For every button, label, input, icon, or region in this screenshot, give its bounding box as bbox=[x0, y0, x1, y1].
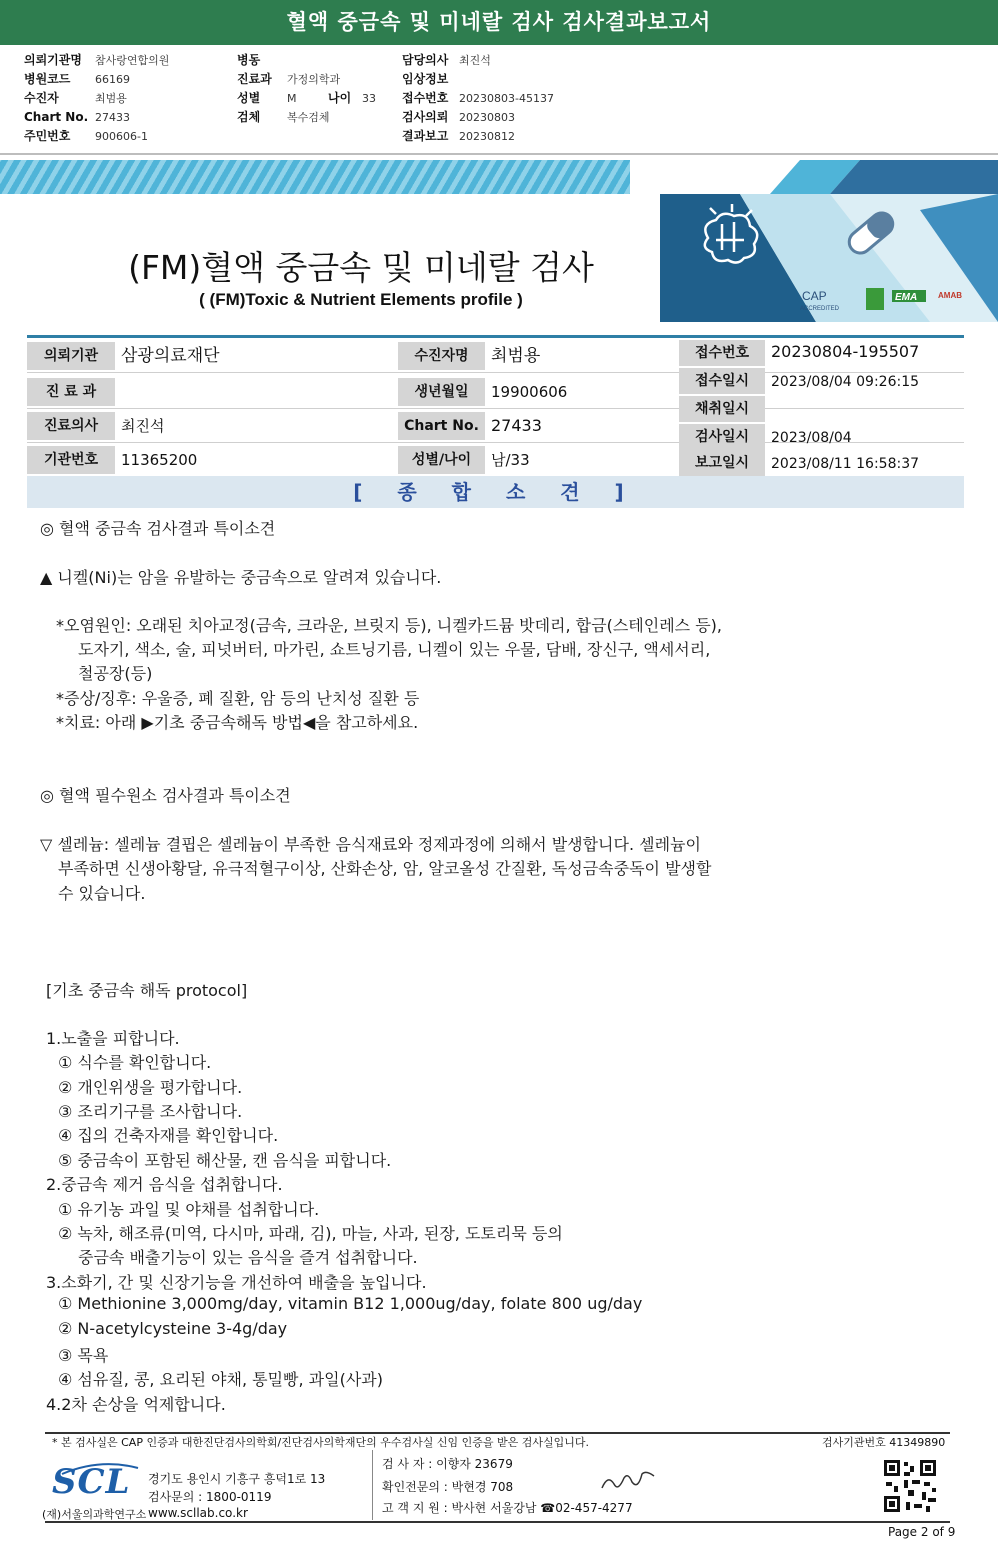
finding-line: ▽ 셀레늄: 셀레늄 결핍은 셀레늄이 부족한 음식재료와 정제과정에 의해서 발생합니다. 셀레늄이 bbox=[40, 835, 701, 854]
info-label: 진 료 과 bbox=[27, 378, 115, 406]
phone: 검사문의 : 1800-0119 bbox=[148, 1490, 272, 1504]
protocol-item: ① 식수를 확인합니다. bbox=[58, 1053, 212, 1072]
protocol-step: 2.중금속 제거 음식을 섭취합니다. bbox=[46, 1175, 283, 1194]
finding-detail: *오염원인: 오래된 치아교정(금속, 크라운, 브릿지 등), 니켈카드뮴 밧데리, 합금(스테인레스 등), bbox=[56, 616, 722, 635]
hosp-label: 임상정보 bbox=[402, 72, 449, 86]
info-label: 접수일시 bbox=[679, 368, 765, 394]
footer-separator bbox=[372, 1450, 373, 1520]
protocol-item: ② 개인위생을 평가합니다. bbox=[58, 1078, 243, 1097]
info-value: 11365200 bbox=[121, 451, 198, 469]
info-value: 삼광의료재단 bbox=[121, 346, 220, 366]
hosp-value: 900606-1 bbox=[95, 130, 148, 143]
hospital-col-3 bbox=[402, 51, 554, 146]
finding-detail: *치료: 아래 ▶기초 중금속해독 방법◀을 참고하세요. bbox=[56, 713, 419, 732]
page-subtitle: ( (FM)Toxic & Nutrient Elements profile ) bbox=[199, 290, 523, 309]
lab-number: 검사기관번호 41349890 bbox=[822, 1436, 946, 1449]
hosp-value: 20230812 bbox=[459, 130, 515, 143]
footer-note: * 본 검사실은 CAP 인증과 대한진단검사의학회/진단검사의학재단의 우수검사실 신임 인증을 받은 검사실입니다. bbox=[52, 1436, 590, 1449]
info-value: 최범용 bbox=[491, 346, 541, 366]
hosp-value: 66169 bbox=[95, 73, 130, 86]
finding-detail: *증상/징후: 우울증, 폐 질환, 암 등의 난치성 질환 등 bbox=[56, 689, 420, 708]
info-label: Chart No. bbox=[398, 412, 485, 440]
signature bbox=[598, 1470, 658, 1496]
hosp-label: 수진자 bbox=[24, 91, 59, 105]
protocol-item: 중금속 배출기능이 있는 음식을 즐겨 섭취합니다. bbox=[78, 1248, 418, 1267]
website[interactable]: www.scllab.co.kr bbox=[148, 1506, 248, 1520]
footer-divider-bottom bbox=[45, 1521, 950, 1523]
cap-logo-subtext: ACCREDITED bbox=[800, 306, 840, 312]
info-label: 검사일시 bbox=[679, 424, 765, 450]
hosp-value-age: 33 bbox=[362, 92, 376, 105]
summary-heading: [ 종 합 소 견 ] bbox=[27, 476, 964, 508]
info-value: 최진석 bbox=[121, 417, 165, 435]
protocol-step: 4.2차 손상을 억제합니다. bbox=[46, 1395, 226, 1414]
hosp-label: 진료과 bbox=[237, 72, 272, 86]
info-label: 채취일시 bbox=[679, 396, 765, 422]
info-label: 진료의사 bbox=[27, 412, 115, 440]
hosp-label: 검사의뢰 bbox=[402, 110, 449, 124]
hosp-label: 병동 bbox=[237, 53, 261, 67]
info-label: 기관번호 bbox=[27, 446, 115, 474]
specialist: 확인전문의 : 박현경 708 bbox=[382, 1480, 514, 1494]
info-value: 2023/08/04 bbox=[771, 430, 852, 446]
hosp-value: 27433 bbox=[95, 111, 130, 124]
customer-support: 고 객 지 원 : 박사현 서울강남 ☎02-457-4277 bbox=[382, 1501, 633, 1515]
info-value: 남/33 bbox=[491, 451, 530, 469]
address: 경기도 용인시 기흥구 흥덕1로 13 bbox=[148, 1472, 326, 1486]
section-heading: ◎ 혈액 필수원소 검사결과 특이소견 bbox=[40, 786, 291, 805]
hosp-label-age: 나이 bbox=[328, 91, 352, 105]
protocol-step: 1.노출을 피합니다. bbox=[46, 1029, 180, 1048]
info-value bbox=[115, 378, 395, 406]
protocol-item: ② 녹차, 해조류(미역, 다시마, 파래, 김), 마늘, 사과, 된장, 도토리묵 등의 bbox=[58, 1224, 563, 1243]
info-label: 보고일시 bbox=[679, 450, 765, 476]
protocol-item: ④ 집의 건축자재를 확인합니다. bbox=[58, 1126, 279, 1145]
hosp-label: 성별 bbox=[237, 91, 261, 105]
protocol-item: ④ 섬유질, 콩, 요리된 야채, 통밀빵, 과일(사과) bbox=[58, 1370, 383, 1389]
info-value: 2023/08/11 16:58:37 bbox=[771, 456, 920, 472]
section-heading: ◎ 혈액 중금속 검사결과 특이소견 bbox=[40, 519, 276, 538]
protocol-item: ③ 조리기구를 조사합니다. bbox=[58, 1102, 243, 1121]
protocol-item: ② N-acetylcysteine 3-4g/day bbox=[58, 1319, 288, 1338]
finding-detail: 도자기, 색소, 술, 피넛버터, 마가린, 쇼트닝기름, 니켈이 있는 우물, 담배, 장신구, 액세서리, bbox=[78, 640, 711, 659]
hosp-value: M bbox=[287, 92, 297, 105]
hosp-value: 20230803-45137 bbox=[459, 92, 554, 105]
hosp-label: 의뢰기관명 bbox=[24, 53, 82, 67]
protocol-item: ① 유기농 과일 및 야채를 섭취합니다. bbox=[58, 1200, 320, 1219]
logo-swoosh bbox=[60, 1462, 140, 1476]
hosp-label: 접수번호 bbox=[402, 91, 449, 105]
hosp-value: 가정의학과 bbox=[287, 73, 341, 86]
hosp-value: 복수검체 bbox=[287, 111, 330, 124]
info-label: 수진자명 bbox=[398, 342, 485, 370]
finding-line: ▲ 니켈(Ni)는 암을 유발하는 중금속으로 알려져 있습니다. bbox=[40, 568, 442, 587]
protocol-item: ⑤ 중금속이 포함된 해산물, 캔 음식을 피합니다. bbox=[58, 1151, 392, 1170]
patient-info-table bbox=[27, 335, 964, 473]
amab-logo-text: AMAB bbox=[938, 291, 962, 300]
hosp-value: 20230803 bbox=[459, 111, 515, 124]
info-value: 19900606 bbox=[491, 383, 568, 401]
hosp-value: 최진석 bbox=[459, 54, 491, 67]
hosp-label: 결과보고 bbox=[402, 129, 449, 143]
info-value: 20230804-195507 bbox=[771, 342, 920, 361]
hosp-label: 병원코드 bbox=[24, 72, 71, 86]
hospital-info bbox=[0, 45, 998, 155]
scl-logo: SCL bbox=[52, 1462, 131, 1502]
report-title: 혈액 중금속 및 미네랄 검사 검사결과보고서 bbox=[0, 0, 998, 45]
info-label: 성별/나이 bbox=[398, 446, 485, 474]
hospital-col-2 bbox=[237, 51, 376, 127]
banner-stripe bbox=[0, 160, 700, 194]
hosp-value: 최범용 bbox=[95, 92, 127, 105]
tester: 검 사 자 : 이향자 23679 bbox=[382, 1457, 513, 1471]
finding-line: 부족하면 신생아황달, 유극적혈구이상, 산화손상, 암, 알코올성 간질환, 독성금속중독이 발생할 bbox=[58, 859, 712, 878]
hospital-col-1 bbox=[24, 51, 169, 146]
cap-logo-text: CAP bbox=[802, 289, 827, 303]
info-label: 의뢰기관 bbox=[27, 342, 115, 370]
finding-detail: 철공장(등) bbox=[78, 664, 153, 683]
hosp-value: 참사랑연합의원 bbox=[95, 54, 170, 67]
hosp-label: 검체 bbox=[237, 110, 261, 124]
finding-line: 수 있습니다. bbox=[58, 884, 146, 903]
page-title: (FM)혈액 중금속 및 미네랄 검사 bbox=[128, 248, 594, 287]
info-value: 27433 bbox=[491, 416, 542, 435]
ema-logo-text: EMA bbox=[895, 292, 918, 303]
protocol-heading: [기초 중금속 해독 protocol] bbox=[46, 981, 248, 1000]
hosp-label: Chart No. bbox=[24, 110, 89, 124]
info-value bbox=[765, 396, 964, 424]
protocol-step: 3.소화기, 간 및 신장기능을 개선하여 배출을 높입니다. bbox=[46, 1273, 427, 1292]
hosp-label: 담당의사 bbox=[402, 53, 449, 67]
protocol-item: ① Methionine 3,000mg/day, vitamin B12 1,000ug/day, folate 800 ug/day bbox=[58, 1294, 643, 1313]
protocol-item: ③ 목욕 bbox=[58, 1346, 109, 1365]
page-number: Page 2 of 9 bbox=[888, 1525, 956, 1539]
info-label: 접수번호 bbox=[679, 340, 765, 366]
org-name: (재)서울의과학연구소 bbox=[42, 1508, 147, 1521]
info-label: 생년월일 bbox=[398, 378, 485, 406]
qr-code-icon bbox=[882, 1458, 938, 1514]
hosp-label: 주민번호 bbox=[24, 129, 71, 143]
info-value: 2023/08/04 09:26:15 bbox=[771, 374, 920, 390]
